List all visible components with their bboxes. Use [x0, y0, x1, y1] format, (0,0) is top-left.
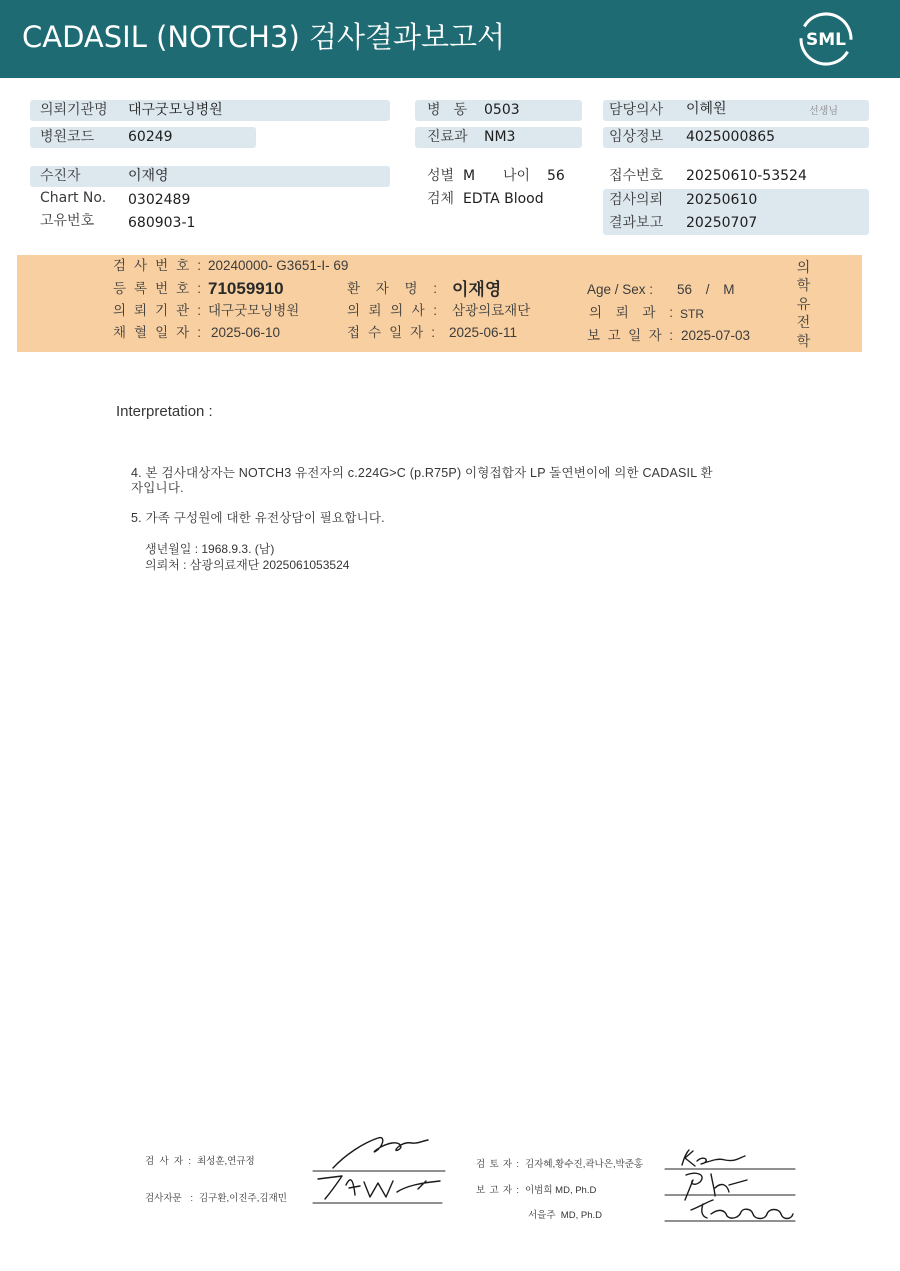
scan-test-no-value: 20240000- G3651-I- 69 — [208, 258, 349, 273]
scan-requesting-dept-value: STR — [680, 307, 704, 321]
report-header — [0, 0, 900, 78]
interpretation-item-5: 5. 가족 구성원에 대한 유전상담이 필요합니다. — [131, 511, 385, 525]
advisor-names: 김구환,이진주,김재민 — [199, 1193, 287, 1204]
scan-receipt-date-label: 접 수 일 자 : — [347, 325, 435, 340]
receipt-no-label: 접수번호 — [609, 168, 664, 184]
test-request-value: 20250610 — [686, 192, 758, 208]
reporter-line — [476, 1184, 596, 1198]
clinical-info-value: 4025000865 — [686, 129, 776, 145]
department-stamp: 의학유전학 — [796, 259, 811, 349]
scan-report-date-value: 2025-07-03 — [681, 328, 751, 343]
reporter-name: 이범희 MD, Ph.D — [525, 1185, 597, 1196]
interpretation-item-4-line-1: 4. 본 검사대상자는 NOTCH3 유전자의 c.224G>C (p.R75P) 이형접합자 LP 돌연변이에 의한 CADASIL 환 — [131, 466, 713, 480]
result-report-value: 20250707 — [686, 215, 758, 231]
chart-no-label: Chart No. — [40, 190, 107, 206]
sml-logo — [796, 9, 856, 69]
patient-field-bg — [30, 166, 390, 187]
clinical-info-label: 임상정보 — [609, 129, 664, 145]
scan-reg-no-label: 등 록 번 호 : — [113, 281, 201, 296]
examiner-line — [145, 1155, 255, 1169]
interpretation-item-4-line-2: 자입니다. — [131, 481, 184, 495]
scan-age-sex-value: 56 / M — [677, 282, 735, 297]
institution-value: 대구굿모닝병원 — [128, 102, 223, 118]
scan-collection-date-value: 2025-06-10 — [211, 325, 281, 340]
scan-requesting-dept-label: 의 뢰 과 : — [589, 305, 673, 320]
logo-text: SML — [806, 30, 846, 50]
department-value: NM3 — [484, 129, 516, 145]
scan-reg-no-value: 71059910 — [208, 279, 284, 298]
result-report-label: 결과보고 — [609, 215, 664, 231]
unique-no-value: 680903-1 — [128, 215, 196, 231]
examiner-label: 검 사 자 : — [145, 1156, 191, 1167]
ward-label: 병 동 — [427, 102, 467, 118]
receipt-no-value: 20250610-53524 — [686, 168, 807, 184]
hospital-code-value: 60249 — [128, 129, 173, 145]
reporter-label: 보 고 자 : — [476, 1185, 519, 1196]
test-request-label: 검사의뢰 — [609, 192, 664, 208]
scan-patient-name-label: 환 자 명 : — [347, 281, 437, 296]
scan-test-no-label: 검 사 번 호 : — [113, 258, 201, 273]
institution-label: 의뢰기관명 — [40, 102, 108, 118]
scan-receipt-date-value: 2025-06-11 — [449, 325, 518, 340]
scan-age-sex-label: Age / Sex : — [587, 282, 654, 297]
sex-value: M — [463, 168, 476, 184]
signature-co-reporter — [691, 1200, 793, 1219]
signature-examiner-1 — [333, 1138, 428, 1168]
report-title: CADASIL (NOTCH3) 검사결과보고서 — [22, 20, 506, 54]
doctor-label: 담당의사 — [609, 102, 664, 118]
hospital-code-label: 병원코드 — [40, 129, 95, 145]
scan-institution-value: 대구굿모닝병원 — [208, 303, 300, 318]
doctor-suffix: 선생님 — [809, 106, 838, 117]
scan-collection-date-label: 채 혈 일 자 : — [113, 325, 201, 340]
department-label: 진료과 — [427, 129, 468, 145]
co-reporter-name: 서을주 MD, Ph.D — [528, 1210, 602, 1221]
reviewer-line — [476, 1158, 643, 1172]
unique-no-label: 고유번호 — [40, 213, 95, 229]
ward-value: 0503 — [484, 102, 520, 118]
chart-no-value: 0302489 — [128, 192, 191, 208]
reviewer-names: 김자혜,황수진,곽나은,박준홍 — [525, 1159, 644, 1170]
specimen-label: 검체 — [427, 191, 455, 207]
examiner-signatures — [300, 1125, 460, 1215]
scan-requesting-doctor-value: 삼광의료재단 — [452, 303, 531, 318]
interpretation-title: Interpretation : — [116, 403, 213, 420]
sml-logo-icon — [796, 9, 856, 69]
age-label: 나이 — [503, 168, 531, 184]
signature-examiner-2 — [318, 1176, 440, 1199]
doctor-value: 이혜원 — [686, 101, 727, 117]
examiner-names: 최성훈,연규정 — [197, 1156, 255, 1167]
specimen-value: EDTA Blood — [463, 191, 544, 207]
signature-reporter — [685, 1173, 747, 1200]
scan-patient-name-value: 이재영 — [452, 280, 502, 299]
patient-label: 수진자 — [40, 168, 81, 184]
scan-institution-label: 의 뢰 기 관 : — [113, 303, 201, 318]
scan-report-date-label: 보 고 일 자 : — [587, 328, 673, 343]
advisor-label: 검사자문 : — [145, 1193, 193, 1204]
patient-value: 이재영 — [128, 168, 169, 184]
reviewer-signatures — [655, 1140, 805, 1230]
age-value: 56 — [547, 168, 565, 184]
reviewer-label: 검 토 자 : — [476, 1159, 519, 1170]
advisor-line — [145, 1192, 287, 1206]
sex-label: 성별 — [427, 168, 455, 184]
birth-date-line: 생년월일 : 1968.9.3. (남) — [145, 542, 275, 556]
signature-reviewer — [682, 1150, 745, 1166]
requester-line: 의뢰처 : 삼광의료재단 2025061053524 — [145, 558, 350, 572]
scan-requesting-doctor-label: 의 뢰 의 사 : — [347, 303, 437, 318]
